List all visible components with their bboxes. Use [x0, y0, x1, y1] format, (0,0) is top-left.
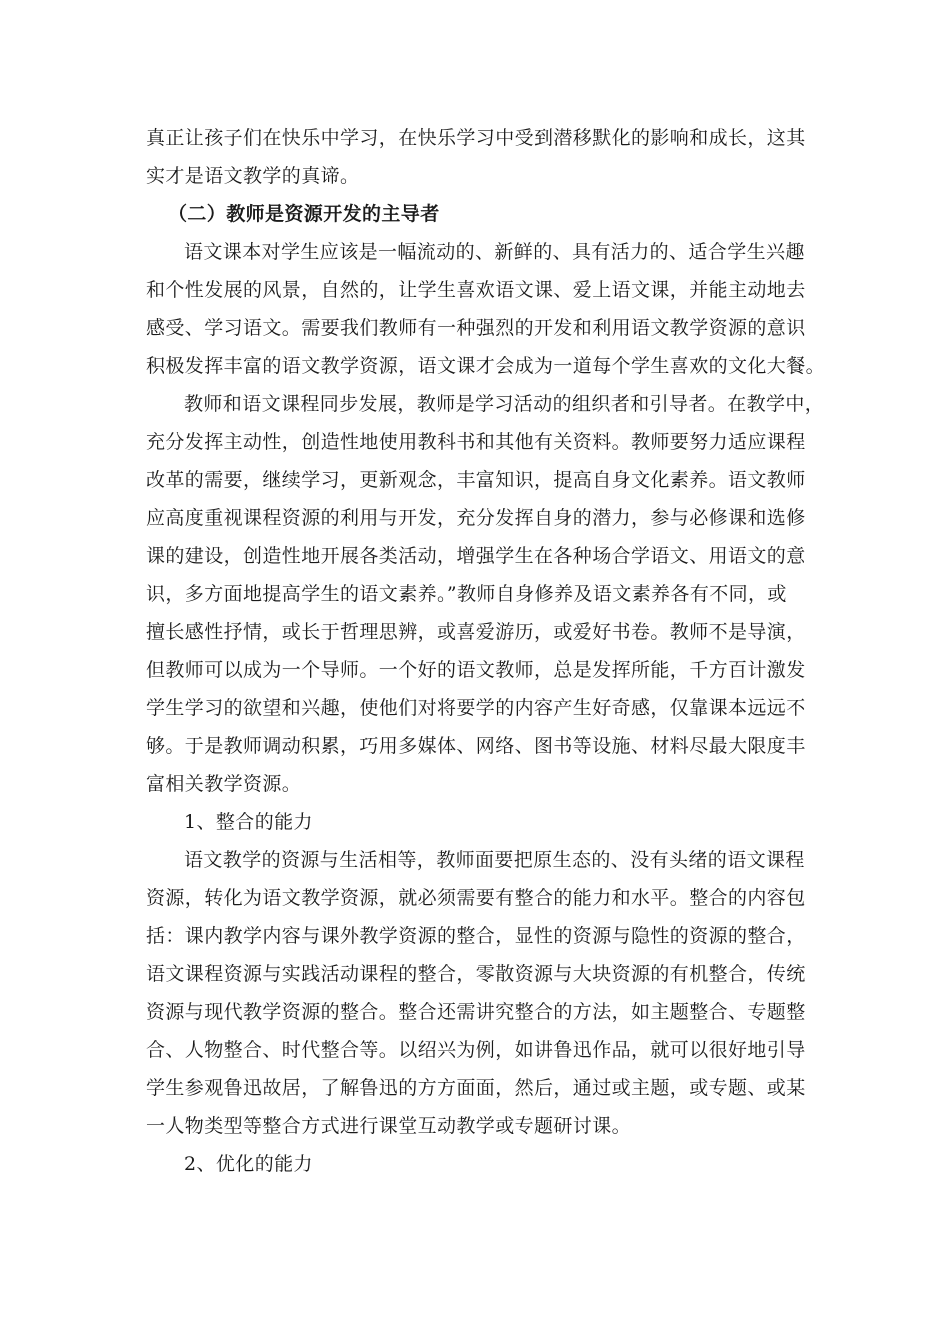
text-line: 合、人物整合、时代整合等。以绍兴为例，如讲鲁迅作品，就可以很好地引导 — [146, 1039, 806, 1061]
section-heading: （二）教师是资源开发的主导者 — [168, 203, 440, 225]
text-line: 资源，转化为语文教学资源，就必须需要有整合的能力和水平。整合的内容包 — [146, 887, 806, 909]
text-line: 课的建设，创造性地开展各类活动，增强学生在各种场合学语文、用语文的意 — [146, 545, 806, 567]
text-line: 感受、学习语文。需要我们教师有一种强烈的开发和利用语文教学资源的意识 — [146, 317, 806, 339]
text-line: 够。于是教师调动积累，巧用多媒体、网络、图书等设施、材料尽最大限度丰 — [146, 735, 806, 757]
text-line: 语文课程资源与实践活动课程的整合，零散资源与大块资源的有机整合，传统 — [146, 963, 806, 985]
subsection-heading: 1、整合的能力 — [184, 811, 313, 833]
text-line: 擅长感性抒情，或长于哲理思辨，或喜爱游历，或爱好书卷。教师不是导演， — [146, 621, 806, 643]
text-line: 一人物类型等整合方式进行课堂互动教学或专题研讨课。 — [146, 1115, 632, 1137]
text-line: 资源与现代教学资源的整合。整合还需讲究整合的方法，如主题整合、专题整 — [146, 1001, 806, 1023]
subsection-heading: 2、优化的能力 — [184, 1153, 313, 1175]
text-line: 识，多方面地提高学生的语文素养。”教师自身修养及语文素养各有不同，或 — [146, 583, 787, 605]
text-line: 改革的需要，继续学习，更新观念，丰富知识，提高自身文化素养。语文教师 — [146, 469, 806, 491]
text-line: 学生参观鲁迅故居，了解鲁迅的方方面面，然后，通过或主题，或专题、或某 — [146, 1077, 806, 1099]
text-line: 学生学习的欲望和兴趣，使他们对将要学的内容产生好奇感，仅靠课本远远不 — [146, 697, 806, 719]
text-line: 实才是语文教学的真谛。 — [146, 165, 360, 187]
text-line: 积极发挥丰富的语文教学资源，语文课才会成为一道每个学生喜欢的文化大餐。 — [146, 355, 826, 377]
text-line: 语文课本对学生应该是一幅流动的、新鲜的、具有活力的、适合学生兴趣 — [184, 241, 805, 263]
text-line: 和个性发展的风景，自然的，让学生喜欢语文课、爱上语文课，并能主动地去 — [146, 279, 806, 301]
text-line: 但教师可以成为一个导师。一个好的语文教师，总是发挥所能，千方百计激发 — [146, 659, 806, 681]
text-line: 真正让孩子们在快乐中学习，在快乐学习中受到潜移默化的影响和成长，这其 — [146, 127, 806, 149]
text-line: 括：课内教学内容与课外教学资源的整合，显性的资源与隐性的资源的整合， — [146, 925, 806, 947]
text-line: 教师和语文课程同步发展，教师是学习活动的组织者和引导者。在教学中， — [184, 393, 825, 415]
text-line: 语文教学的资源与生活相等，教师面要把原生态的、没有头绪的语文课程 — [184, 849, 805, 871]
text-line: 富相关教学资源。 — [146, 773, 302, 795]
text-line: 应高度重视课程资源的利用与开发，充分发挥自身的潜力，参与必修课和选修 — [146, 507, 806, 529]
text-line: 充分发挥主动性，创造性地使用教科书和其他有关资料。教师要努力适应课程 — [146, 431, 806, 453]
